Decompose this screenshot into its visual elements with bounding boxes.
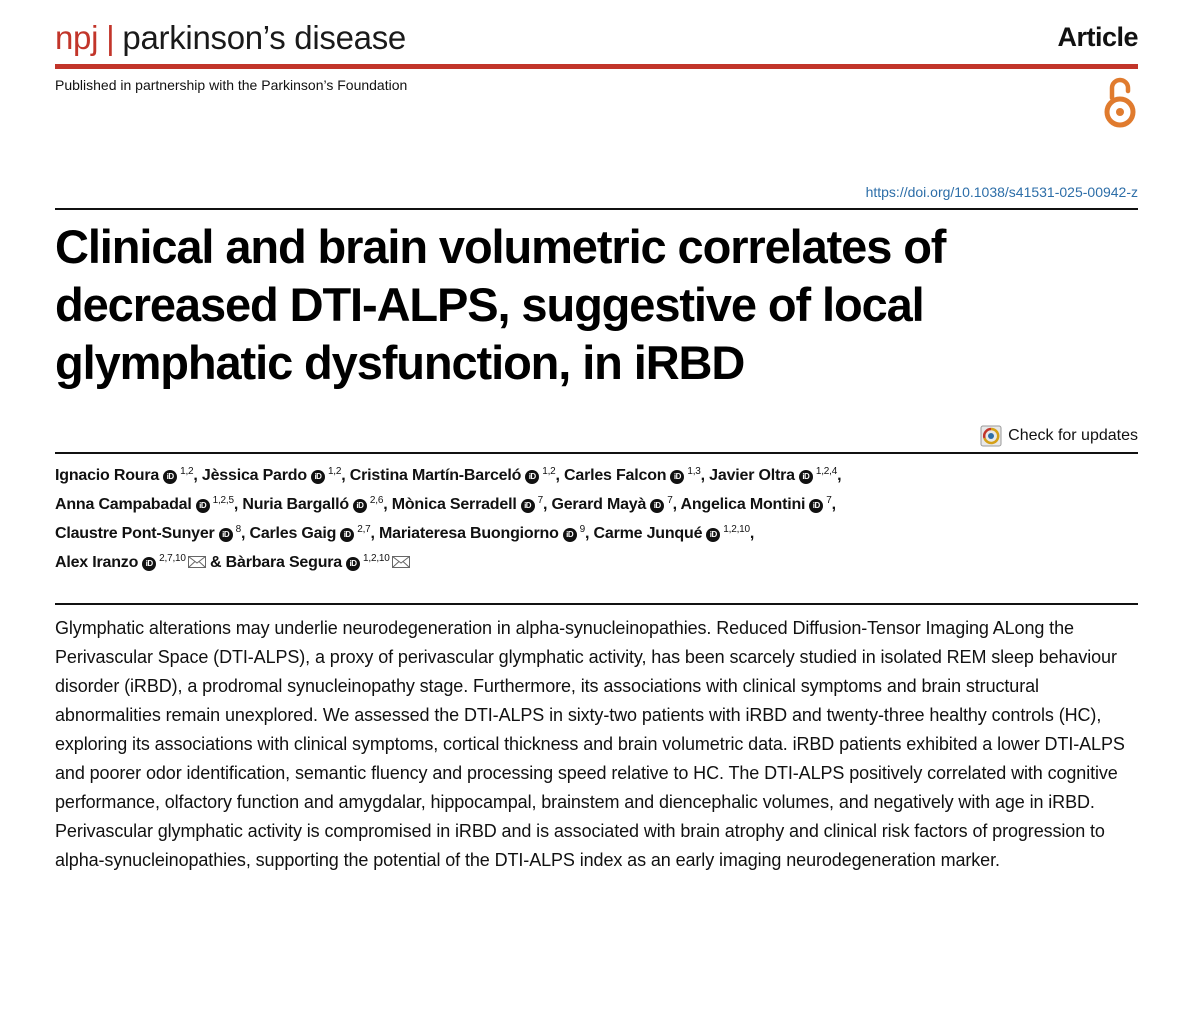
author-affiliation: 1,3 bbox=[687, 466, 701, 477]
author-line bbox=[55, 546, 1145, 575]
orcid-icon[interactable]: iD bbox=[521, 499, 535, 513]
orcid-icon[interactable]: iD bbox=[799, 470, 813, 484]
orcid-icon[interactable]: iD bbox=[563, 528, 577, 542]
author-affiliation: 1,2,10 bbox=[723, 524, 750, 535]
author-separator: , bbox=[233, 496, 243, 513]
orcid-icon[interactable]: iD bbox=[142, 557, 156, 571]
author-separator: , bbox=[341, 467, 350, 484]
orcid-icon[interactable]: iD bbox=[340, 528, 354, 542]
author-name[interactable]: Ignacio Roura bbox=[55, 467, 160, 484]
check-updates-icon bbox=[980, 425, 1002, 447]
open-access-icon bbox=[1100, 72, 1140, 130]
author-separator: & bbox=[205, 554, 226, 571]
author-name[interactable]: Carles Gaig bbox=[249, 525, 337, 542]
journal-logo[interactable] bbox=[55, 18, 406, 58]
author-name[interactable]: Cristina Martín-Barceló bbox=[349, 467, 522, 484]
title-rule bbox=[55, 208, 1138, 210]
author-name[interactable]: Carme Junqué bbox=[593, 525, 703, 542]
orcid-icon[interactable]: iD bbox=[346, 557, 360, 571]
email-icon[interactable] bbox=[188, 556, 206, 568]
author-name[interactable]: Carles Falcon bbox=[564, 467, 667, 484]
check-for-updates-button[interactable] bbox=[980, 425, 1138, 447]
article-title: Clinical and brain volumetric correlates of decreased DTI-ALPS, suggestive of local glymphatic dysfunction, in iRBD bbox=[55, 220, 946, 389]
email-icon[interactable] bbox=[392, 556, 410, 568]
author-separator: , bbox=[542, 496, 552, 513]
author-separator: , bbox=[749, 525, 755, 542]
author-affiliation: 2,7,10 bbox=[159, 553, 186, 564]
author-separator: , bbox=[383, 496, 392, 513]
author-name[interactable]: Nuria Bargalló bbox=[242, 496, 349, 513]
journal-name: parkinson’s disease bbox=[122, 19, 406, 56]
journal-separator: | bbox=[106, 19, 115, 56]
orcid-icon[interactable]: iD bbox=[670, 470, 684, 484]
author-affiliation: 1,2,5 bbox=[212, 495, 234, 506]
header-rule bbox=[55, 64, 1138, 69]
author-affiliation: 1,2,10 bbox=[363, 553, 390, 564]
author-line bbox=[55, 488, 1145, 517]
orcid-icon[interactable]: iD bbox=[196, 499, 210, 513]
author-name[interactable]: Claustre Pont-Sunyer bbox=[55, 525, 215, 542]
orcid-icon[interactable]: iD bbox=[353, 499, 367, 513]
author-affiliation: 2,7 bbox=[357, 524, 371, 535]
author-name[interactable]: Mariateresa Buongiorno bbox=[379, 525, 559, 542]
author-affiliation: 9 bbox=[579, 524, 586, 535]
author-separator: , bbox=[672, 496, 681, 513]
author-affiliation: 1,2 bbox=[327, 466, 342, 477]
article-type-label: Article bbox=[1057, 22, 1138, 52]
author-separator: , bbox=[370, 525, 380, 542]
abstract-text: Glymphatic alterations may underlie neurodegeneration in alpha-synucleinopathies. Reduced Diffusion-Tensor Imaging ALong the Perivascular Space (DTI-ALPS), a proxy of perivascular glymphatic activity, has been scarcely studied in isolated REM sleep behaviour disorder (iRBD), a prodromal synucleinopathy stage. Furthermore, its associations with clinical symptoms and brain structural abnormalities remain unexplored. We assessed the DTI-ALPS in sixty-two patients with iRBD and twenty-three healthy controls (HC), exploring its associations with clinical symptoms, cortical thickness and brain volumetric data. iRBD patients exhibited a lower DTI-ALPS and poorer odor identification, semantic fluency and processing speed relative to HC. The DTI-ALPS positively correlated with cognitive performance, olfactory function and amygdalar, hippocampal, brainstem and diencephalic volumes, and negatively with age in iRBD. Perivascular glymphatic activity is compromised in iRBD and is associated with brain atrophy and clinical risk factors of progression to alpha-synucleinopathies, supporting the potential of the DTI-ALPS index as an early imaging neurodegeneration marker. bbox=[55, 618, 1125, 870]
author-name[interactable]: Jèssica Pardo bbox=[201, 467, 307, 484]
author-name[interactable]: Gerard Mayà bbox=[551, 496, 647, 513]
author-name[interactable]: Bàrbara Segura bbox=[225, 554, 343, 571]
author-affiliation: 1,2 bbox=[180, 466, 194, 477]
author-affiliation: 8 bbox=[235, 524, 241, 535]
author-name[interactable]: Mònica Serradell bbox=[391, 496, 517, 513]
author-name[interactable]: Alex Iranzo bbox=[55, 554, 139, 571]
author-line bbox=[55, 517, 1145, 546]
partnership-text: Published in partnership with the Parkinson’s Foundation bbox=[55, 77, 408, 93]
author-separator: , bbox=[585, 525, 594, 542]
author-affiliation: 1,2 bbox=[542, 466, 556, 477]
author-affiliation: 1,2,4 bbox=[815, 466, 838, 477]
doi-link[interactable]: https://doi.org/10.1038/s41531-025-00942-z bbox=[865, 184, 1138, 200]
journal-prefix: npj bbox=[55, 19, 99, 56]
author-affiliation: 7 bbox=[667, 495, 673, 506]
abstract-rule bbox=[55, 603, 1138, 605]
author-affiliation: 2,6 bbox=[369, 495, 384, 506]
author-separator: , bbox=[193, 467, 202, 484]
author-name[interactable]: Javier Oltra bbox=[709, 467, 795, 484]
author-separator: , bbox=[837, 467, 842, 484]
author-separator: , bbox=[700, 467, 710, 484]
author-separator: , bbox=[555, 467, 565, 484]
orcid-icon[interactable]: iD bbox=[809, 499, 823, 513]
orcid-icon[interactable]: iD bbox=[219, 528, 233, 542]
orcid-icon[interactable]: iD bbox=[311, 470, 325, 484]
author-list bbox=[55, 459, 1145, 575]
author-line bbox=[55, 459, 1145, 488]
orcid-icon[interactable]: iD bbox=[525, 470, 539, 484]
author-separator: , bbox=[240, 525, 250, 542]
orcid-icon[interactable]: iD bbox=[706, 528, 720, 542]
orcid-icon[interactable]: iD bbox=[163, 470, 177, 484]
check-updates-label: Check for updates bbox=[1008, 427, 1138, 444]
author-affiliation: 7 bbox=[537, 495, 543, 506]
orcid-icon[interactable]: iD bbox=[650, 499, 664, 513]
author-affiliation: 7 bbox=[826, 495, 832, 506]
author-name[interactable]: Angelica Montini bbox=[680, 496, 806, 513]
authors-rule bbox=[55, 452, 1138, 454]
author-separator: , bbox=[831, 496, 836, 513]
author-name[interactable]: Anna Campabadal bbox=[55, 496, 192, 513]
